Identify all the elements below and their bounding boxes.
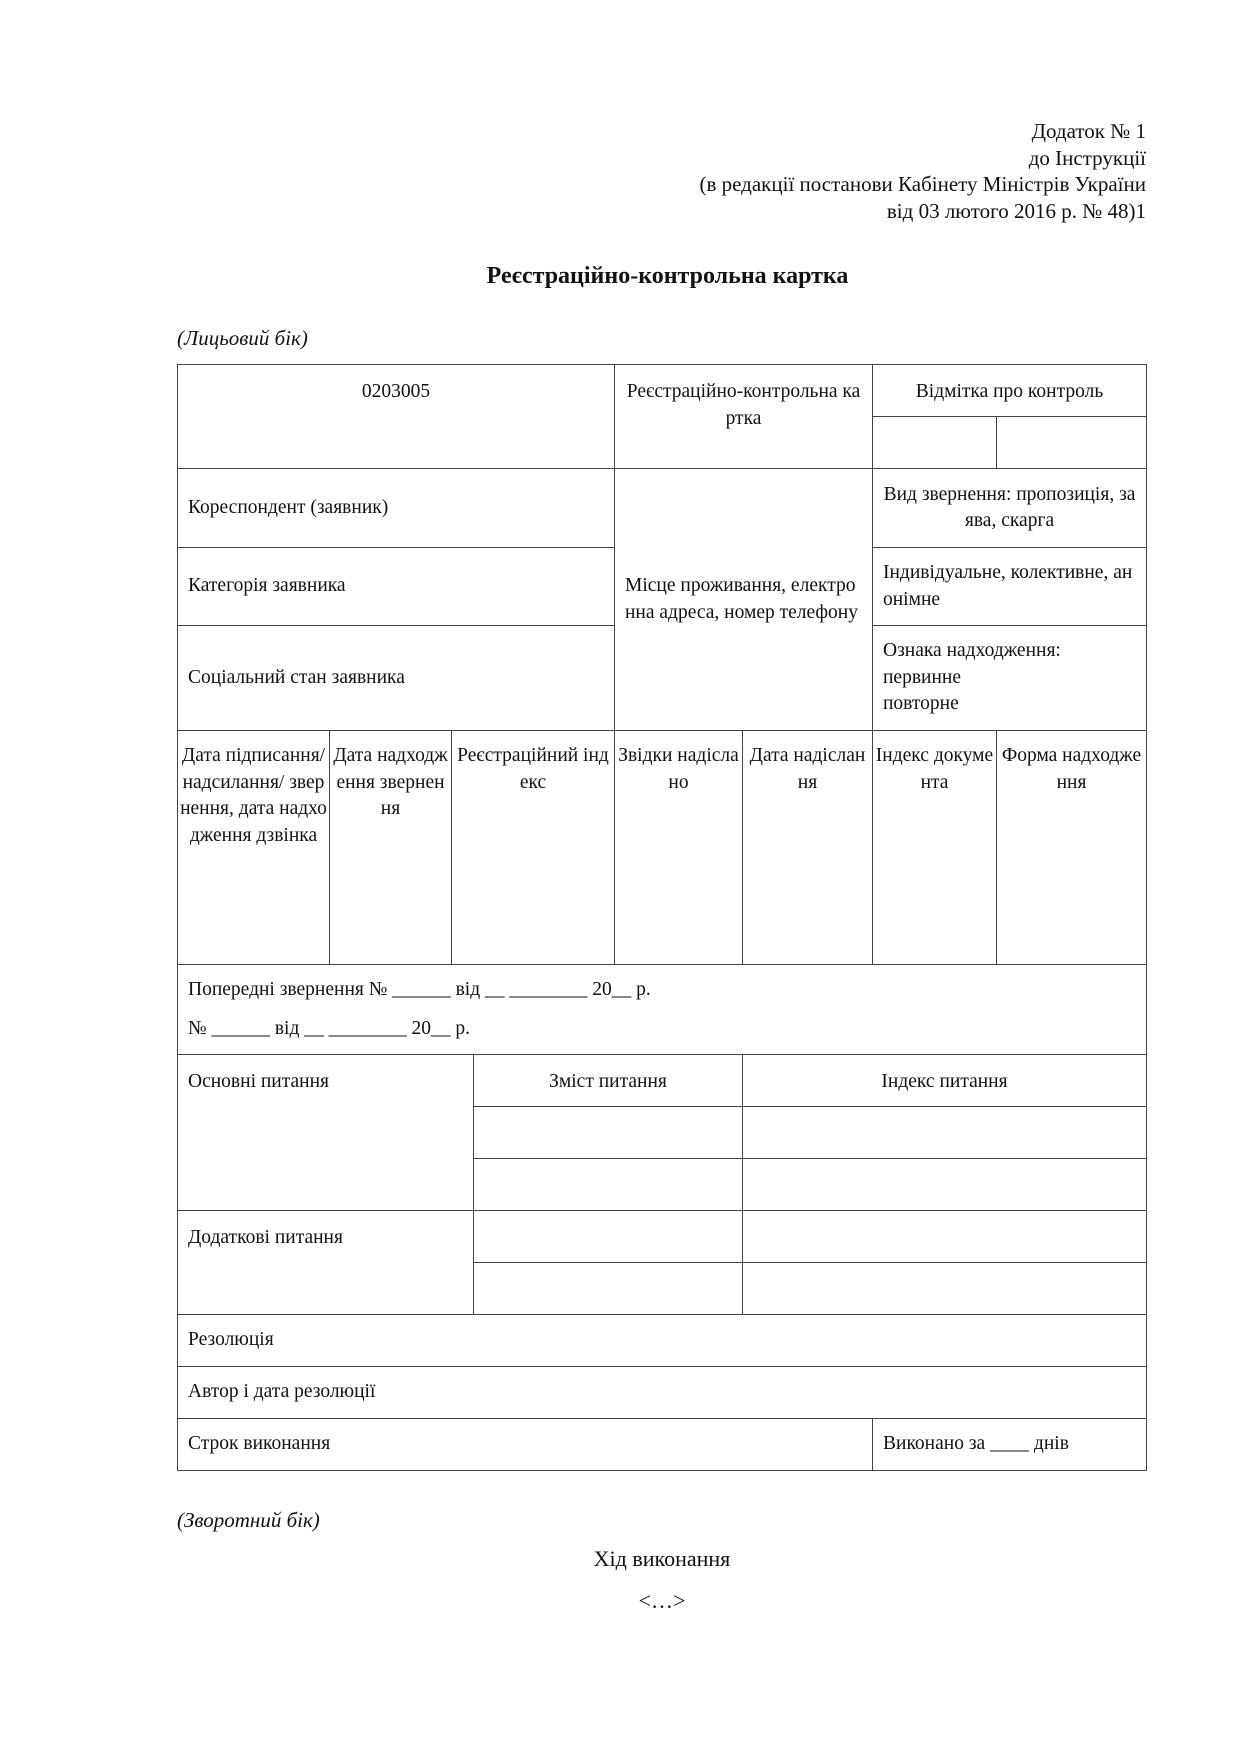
appeal-form-label: Індивідуальне, колективне, анонімне: [873, 548, 1147, 626]
card-name-cell: Реєстраційно-контрольна картка: [615, 365, 873, 469]
appeal-type-label: Вид звернення: пропозиція, заява, скарга: [873, 469, 1147, 548]
resolution-author-label: Автор і дата резолюції: [178, 1367, 1147, 1419]
col-sent-date: Дата надіслання: [743, 731, 873, 965]
additional-issue-content-field-1[interactable]: [474, 1211, 743, 1263]
face-side-label: (Лицьовий бік): [177, 326, 308, 350]
receipt-sign-repeat: повторне: [883, 693, 959, 715]
deadline-label: Строк виконання: [178, 1419, 873, 1471]
receipt-sign-title: Ознака надходження:: [883, 640, 1061, 662]
col-receipt-form: Форма надходження: [997, 731, 1147, 965]
previous-appeals-line-2: № ______ від __ ________ 20__ р.: [188, 1017, 471, 1039]
page-title: Реєстраційно-контрольна картка: [486, 263, 849, 289]
control-mark-field-2[interactable]: [997, 417, 1147, 469]
additional-issue-content-field-2[interactable]: [474, 1263, 743, 1315]
omitted-content-marker: <…>: [638, 1588, 686, 1613]
appendix-reference: до Інструкції: [1028, 145, 1146, 170]
additional-issue-index-field-2[interactable]: [743, 1263, 1147, 1315]
execution-progress-title: Хід виконання: [593, 1546, 731, 1571]
main-issue-index-field-2[interactable]: [743, 1159, 1147, 1211]
additional-issues-label: Додаткові питання: [178, 1211, 474, 1315]
appendix-number: Додаток № 1: [1031, 119, 1146, 143]
col-receipt-date: Дата надходження звернення: [330, 731, 452, 965]
col-registration-index: Реєстраційний індекс: [452, 731, 615, 965]
correspondent-label: Кореспондент (заявник): [178, 469, 615, 548]
issue-content-header: Зміст питання: [474, 1055, 743, 1107]
receipt-sign-label: [873, 626, 1147, 731]
form-code: 0203005: [178, 365, 615, 469]
main-issue-content-field-2[interactable]: [474, 1159, 743, 1211]
col-document-index: Індекс документа: [873, 731, 997, 965]
resolution-date: від 03 лютого 2016 р. № 48)1: [886, 198, 1146, 223]
main-issue-index-field-1[interactable]: [743, 1107, 1147, 1159]
social-status-label: Соціальний стан заявника: [178, 626, 615, 731]
document-header: [560, 118, 1146, 224]
previous-appeals-line-1: Попередні звернення № ______ від __ ________ 20__ р.: [188, 979, 651, 1000]
back-side-label: (Зворотний бік): [177, 1508, 320, 1532]
additional-issue-index-field-1[interactable]: [743, 1211, 1147, 1263]
residence-label: Місце проживання, електронна адреса, номер телефону: [615, 469, 873, 731]
col-sent-from: Звідки надіслано: [615, 731, 743, 965]
main-issues-label: Основні питання: [178, 1055, 474, 1211]
applicant-category-label: Категорія заявника: [178, 548, 615, 626]
control-mark-field-1[interactable]: [873, 417, 997, 469]
issue-index-header: Індекс питання: [743, 1055, 1147, 1107]
completed-in-label: Виконано за ____ днів: [873, 1419, 1147, 1471]
col-signing-date: Дата підписання/ надсилання/ звернення, дата надходження дзвінка: [178, 731, 330, 965]
registration-card-table: [177, 364, 1147, 1471]
resolution-label: Резолюція: [178, 1315, 1147, 1367]
control-mark-header: Відмітка про контроль: [873, 365, 1147, 417]
receipt-sign-primary: первинне: [883, 666, 962, 688]
main-issue-content-field-1[interactable]: [474, 1107, 743, 1159]
previous-appeals: [178, 965, 1147, 1055]
resolution-edition: (в редакції постанови Кабінету Міністрів України: [699, 172, 1146, 196]
